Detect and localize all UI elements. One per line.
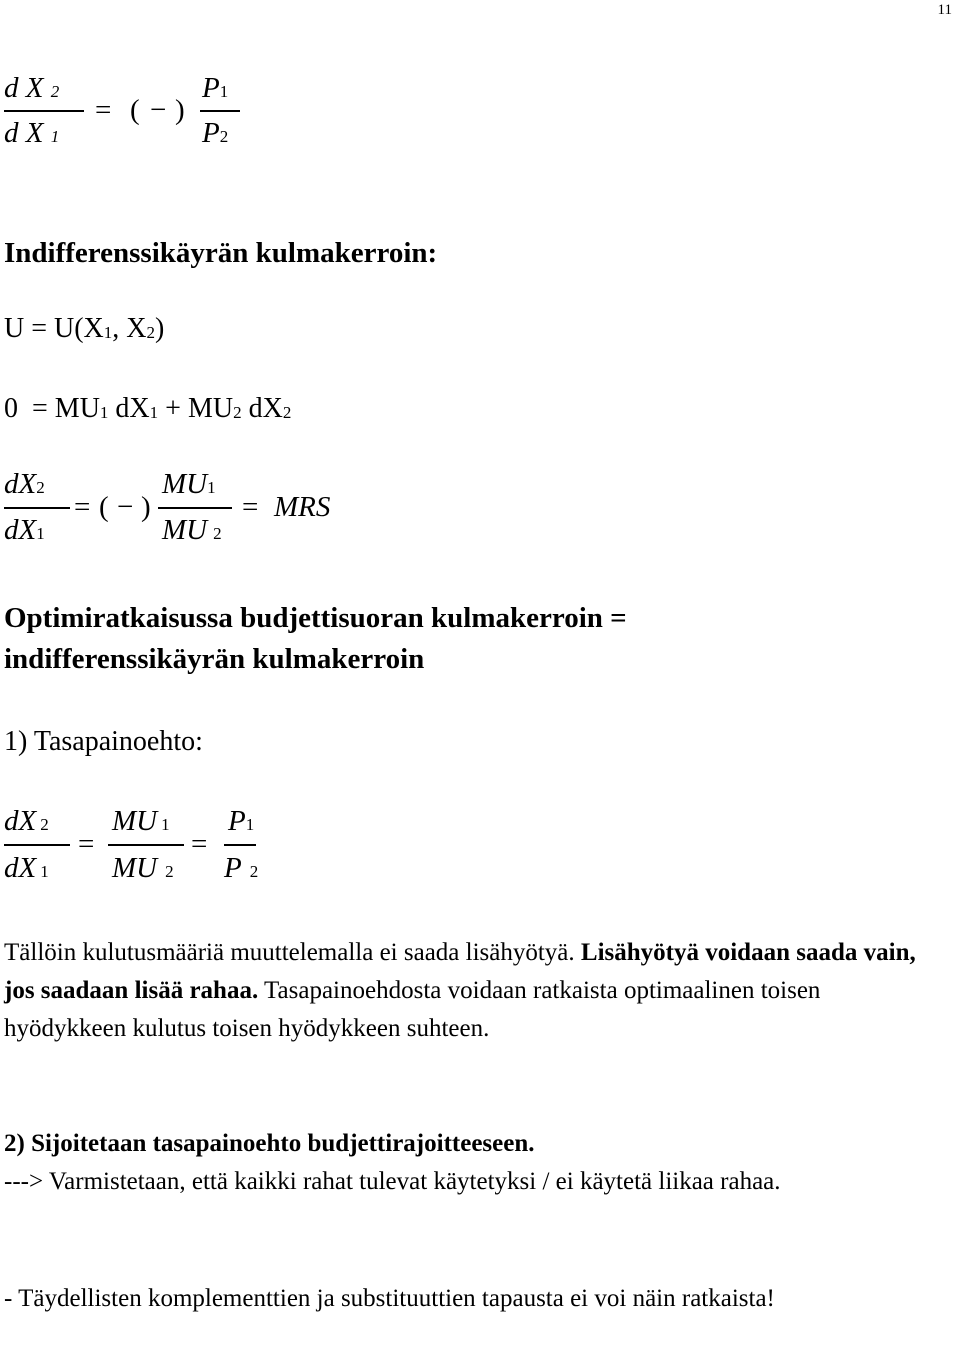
condition-1-label: 1) Tasapainoehto: (4, 726, 203, 757)
eq3-b-denominator (112, 852, 174, 885)
eq2-mnum-text: MU (162, 468, 208, 500)
eq2-fraction-bar (4, 507, 70, 509)
eq2-mu-denominator (162, 514, 222, 547)
z-part-d: dX (241, 393, 283, 424)
eq3-aden-sub: 1 (40, 862, 49, 881)
u-part-c: ) (155, 313, 165, 344)
eq2-den-sub: 1 (36, 524, 45, 543)
para1-text-2: Tasapainoehdosta voidaan ratkaista optimaalinen toisen hyödykkeen kulutus toisen hyödykkeen suhteen. (4, 977, 821, 1042)
eq2-denominator (4, 514, 45, 547)
eq3-cden-text: P (224, 852, 242, 884)
eq1-denominator (4, 117, 59, 150)
eq3-a-fraction-bar (4, 844, 70, 846)
z-part-a: 0 = MU (4, 393, 100, 424)
u-sub-2: 2 (146, 323, 156, 342)
eq2-mu-fraction-bar (158, 507, 232, 509)
eq3-c-numerator (228, 805, 254, 838)
total-differential-line (4, 393, 291, 425)
u-sub-1: 1 (103, 323, 113, 342)
eq2-num-sub: 2 (36, 478, 45, 497)
eq1-equals: = (95, 94, 112, 126)
eq2-minus: − (117, 491, 134, 523)
eq3-cden-sub: 2 (249, 862, 259, 881)
eq3-b-numerator (112, 805, 170, 838)
eq1-right-fraction-bar (200, 110, 240, 112)
eq3-equals-1: = (78, 828, 95, 860)
eq1-num-sub: 2 (50, 82, 60, 101)
eq2-mden-text: MU (162, 514, 208, 546)
para1-bold: Lisähyötyä voidaan saada vain, jos saadaan lisää rahaa. (4, 939, 916, 1004)
eq2-mden-sub: 2 (213, 524, 222, 543)
eq2-rparen: ) (141, 491, 151, 523)
eq3-a-denominator (4, 852, 49, 885)
eq1-minus: − (150, 94, 167, 126)
eq2-mu-numerator (162, 468, 216, 501)
heading-indifference-slope: Indifferenssikäyrän kulmakerroin: (4, 237, 438, 269)
z-sub-2: 1 (149, 403, 159, 422)
eq3-cnum-sub: 1 (245, 815, 255, 834)
eq2-den-text: dX (4, 514, 37, 546)
eq3-bnum-sub: 1 (161, 815, 170, 834)
eq2-mnum-sub: 1 (207, 478, 216, 497)
eq3-c-denominator (224, 852, 258, 885)
eq3-aden-text: dX (4, 852, 37, 884)
eq1-lparen: ( (130, 94, 140, 126)
utility-function-line (4, 313, 164, 345)
eq2-mrs: MRS (274, 491, 331, 523)
heading-optimal-line-2: indifferenssikäyrän kulmakerroin (4, 642, 425, 675)
paragraph-budget-substitution (4, 1125, 944, 1201)
eq3-cnum-text: P (228, 805, 246, 837)
eq1-rden-sub: 2 (219, 127, 229, 146)
eq1-den-sub: 1 (50, 127, 60, 146)
eq3-b-fraction-bar (108, 844, 184, 846)
eq3-bden-sub: 2 (165, 862, 174, 881)
z-sub-4: 2 (282, 403, 292, 422)
heading-optimal-solution (4, 601, 627, 677)
eq1-numerator (4, 72, 59, 105)
eq3-bnum-text: MU (112, 805, 158, 837)
eq1-right-denominator (202, 117, 228, 150)
eq2-num-text: dX (4, 468, 37, 500)
eq1-rnum-text: P (202, 72, 220, 104)
para1-text-1: Tällöin kulutusmääriä muuttelemalla ei saada lisähyötyä. (4, 939, 581, 966)
eq1-rden-text: P (202, 117, 220, 149)
heading-optimal-line-1: Optimiratkaisussa budjettisuoran kulmakerroin = (4, 602, 627, 634)
eq1-rparen: ) (175, 94, 185, 126)
u-part-a: U = U(X (4, 313, 104, 344)
para2-bold: 2) Sijoitetaan tasapainoehto budjettirajoitteeseen. (4, 1130, 535, 1157)
eq2-lparen: ( (99, 491, 109, 523)
z-sub-3: 2 (233, 403, 242, 422)
eq1-rnum-sub: 1 (219, 82, 229, 101)
eq3-anum-sub: 2 (40, 815, 49, 834)
eq1-num-text: d X (4, 72, 44, 104)
eq3-c-fraction-bar (224, 844, 256, 846)
eq3-bden-text: MU (112, 852, 158, 884)
eq3-anum-text: dX (4, 805, 37, 837)
para2-text: ---> Varmistetaan, että kaikki rahat tulevat käytetyksi / ei käytetä liikaa rahaa. (4, 1168, 781, 1195)
z-part-c: + MU (158, 393, 234, 424)
eq1-den-text: d X (4, 117, 44, 149)
eq1-right-numerator (202, 72, 228, 105)
z-sub-1: 1 (99, 403, 109, 422)
u-part-b: , X (112, 313, 147, 344)
z-part-b: dX (108, 393, 150, 424)
eq2-equals-2: = (242, 491, 259, 523)
eq2-equals-1: = (74, 491, 91, 523)
eq3-a-numerator (4, 805, 49, 838)
paragraph-complements-note: - Täydellisten komplementtien ja substituuttien tapausta ei voi näin ratkaista! (4, 1285, 775, 1312)
page-number: 11 (937, 2, 952, 18)
paragraph-interpretation (4, 934, 944, 1048)
eq2-numerator (4, 468, 45, 501)
eq3-equals-2: = (191, 828, 208, 860)
eq1-fraction-bar (4, 110, 84, 112)
